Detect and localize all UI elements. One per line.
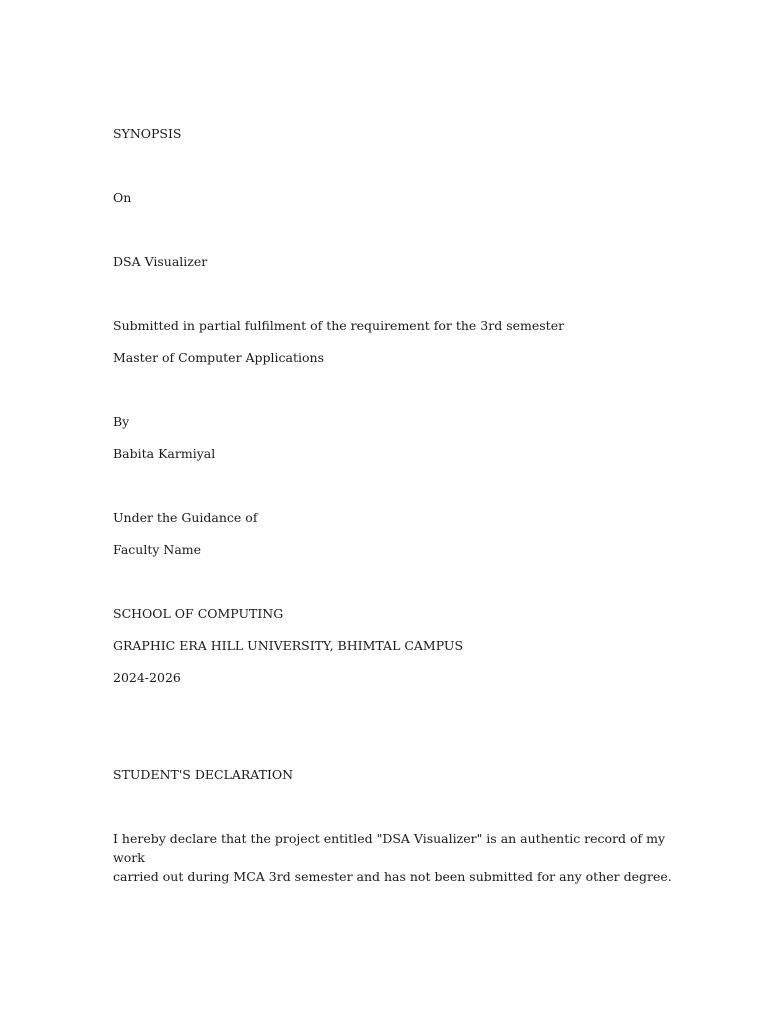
submission-statement: Submitted in partial fulfilment of the requirement for the 3rd semester xyxy=(113,318,565,333)
university-name: GRAPHIC ERA HILL UNIVERSITY, BHIMTAL CAMPUS xyxy=(113,638,464,653)
guidance-label: Under the Guidance of xyxy=(113,510,258,525)
by-label: By xyxy=(113,414,130,429)
student-name: Babita Karmiyal xyxy=(113,446,216,461)
on-label: On xyxy=(113,190,132,205)
declaration-heading: STUDENT'S DECLARATION xyxy=(113,767,294,782)
declaration-body-line-2: carried out during MCA 3rd semester and has not been submitted for any other degree. xyxy=(113,869,672,884)
declaration-body-line-1: I hereby declare that the project entitled "DSA Visualizer" is an authentic record of my work xyxy=(113,831,666,865)
project-title: DSA Visualizer xyxy=(113,254,208,269)
school-name: SCHOOL OF COMPUTING xyxy=(113,606,284,621)
degree-name: Master of Computer Applications xyxy=(113,350,325,365)
faculty-name: Faculty Name xyxy=(113,542,202,557)
synopsis-heading: SYNOPSIS xyxy=(113,126,182,141)
academic-session: 2024-2026 xyxy=(113,670,181,685)
declaration-body xyxy=(113,829,673,886)
